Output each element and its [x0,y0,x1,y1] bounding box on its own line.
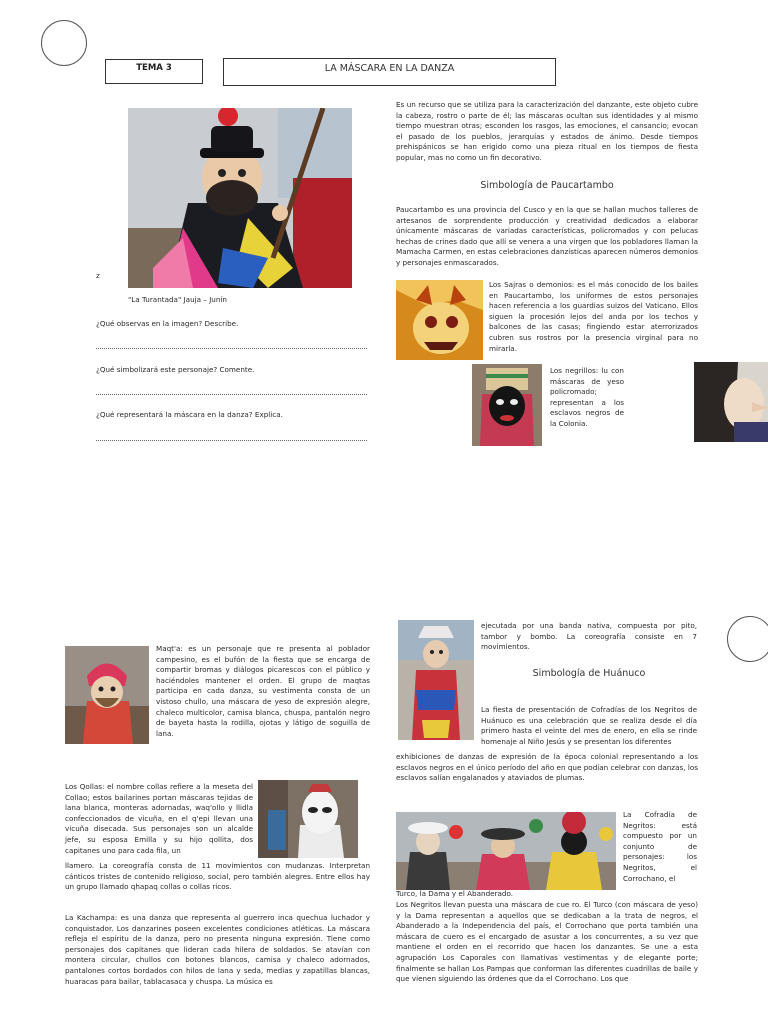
paucartambo-heading: Simbología de Paucartambo [480,180,614,191]
negritos-paragraph: Los Negritos llevan puesta una máscara de cue ro. El Turco (con máscara de yeso) y la Dama representan a aquellos que se dedicaban a la trata de negros, el Abanderado a la Independencia del país, el Corrochano que porta también una máscara de cuero es el encargado de asustar a los concurrentes, a su vez que mantiene el orden en el recorrido que hacen los danzantes. Se une a esta agrupación Los Caporales con llamativas vestimentas y de elegante porte; finalmente se hallan Los Pampas que conforman las diferentes cuadrillas de baile y que vienen siguiendo las órdenes que da el Corrochano. Los que [396,900,698,984]
binder-hole-top [41,20,87,66]
question-2: ¿Qué simbolizará este personaje? Comente. [96,365,255,374]
question-1: ¿Qué observas en la imagen? Describe. [96,319,239,328]
title-box [223,58,556,86]
answer-line-3[interactable] [96,440,367,441]
kachampa-paragraph: La Kachampa: es una danza que representa al guerrero inca quechua luchador y conquistador. Los danzarines poseen excelentes condiciones atléticas. La máscara refleja el espíritu de la danza, pero no presenta ninguna expresión. Tiene como personajes dos capitanes que lideran cada hilera de soldados. Se atavían con montera circular, chullos con botones blancos, camisa y chaleco adornados, pantalones cortos bordados con hilos de lana y seda, medias y zapatillas blancas, huaracas para bailar, tablacasaca y chuspa. La música es [65,913,370,986]
negritos-photo [396,812,616,890]
maqta-photo [65,646,149,744]
sajra-mask-photo [396,280,483,360]
paucartambo-paragraph: Paucartambo es una provincia del Cusco y en la que se hallan muchos talleres de artesanos de sorprendente producción y creatividad dedicados a elaborar únicamente máscaras de variadas características, policromados y con pelucas hechas de crines dado que allí se venera a una virgen que los pobladores llaman la Mamacha Carmen, en estas celebraciones danzísticas aparecen números demonios y personajes enmascarados. [396,205,698,267]
answer-line-2[interactable] [96,394,367,395]
turantada-caption: "La Turantada" Jauja – Junín [128,295,227,304]
qollas-paragraph-a: Los Qollas: el nombre collas refiere a la meseta del Collao; estos bailarines portan máscaras tejidas de lana blanca, monteras adornadas, waq'ollo y llidla confeccionados de vicuña, en el q'epi llevan una vicuña disecada. Sus personajes son un alcalde jefe, su esposa Emilla y su hijo qollita, dos capitanes uno para cada fila, un [65,782,253,855]
tema-label: TEMA 3 [136,63,172,73]
tema-box [105,59,203,84]
sajras-paragraph: Los Sajras o demonios: es el más conocido de los bailes en Paucartambo, los uniformes de estos personajes hacen referencia a los guardias suizos del Vaticano. Ellos siguen la procesión lejos del anda por los techos y balcones de las casas; fingiendo estar aterrorizados cubren sus rostros por la presencia virginal para no mirarla. [489,280,698,353]
binder-hole-right [727,616,768,662]
continuation-paragraph: ejecutada por una banda nativa, compuesta por pito, tambor y bombo. La coreografía consiste en 7 movimientos. [481,621,697,652]
negrillos-paragraph: Los negrillos: lu con máscaras de yeso policromado; representan a los esclavos negros de la Colonia. [550,366,624,428]
question-3: ¿Qué representará la máscara en la danza? Explica. [96,410,283,419]
qollas-paragraph-b: llamero. La coreografía consta de 11 movimientos con mudanzas. Interpretan cánticos tristes de contenido religioso, social, pero también alegres. Entre ellos hay un grupo llamado qhapaq collas o collas ricos. [65,861,370,892]
intro-paragraph: Es un recurso que se utiliza para la caracterización del danzante, este objeto cubre la cabeza, rostro o parte de él; las máscaras ocultan sus identidades y al mismo tiempo muestran otras; esconden los rasgos, las emociones, el cansancio; evocan el pasado de los pueblos, jerarquías y estados de ánimo. Desde tiempos prehispánicos se han erigido como una pieza ritual en los tiempos de fiesta popular, mas no como un fin decorativo. [396,100,698,162]
mask-photo-right-edge [694,362,768,442]
huanuco-dancer-photo [398,620,474,740]
turantada-photo [128,108,352,288]
cofradia-last-line: Turco, la Dama y el Abanderado. [396,889,514,898]
marker-z: z [96,271,100,280]
qolla-photo [258,780,358,858]
huanuco-paragraph-b: exhibiciones de danzas de expresión de la época colonial representando a los esclavos negros en el único período del año en que podían celebrar con danzas, los esclavos salían engalanados y ataviados de plumas. [396,752,698,783]
huanuco-heading: Simbología de Huánuco [532,668,646,679]
page-title: LA MÁSCARA EN LA DANZA [324,63,455,74]
cofradia-paragraph: La Cofradía de Negritos: está compuesto por un conjunto de personajes: los Negritos, el Corrochano, el [623,810,697,883]
huanuco-paragraph-a: La fiesta de presentación de Cofradías de los Negritos de Huánuco es una celebración que se realiza desde el día primero hasta el veinte del mes de enero, en ella se rinde homenaje al Niño Jesús y se presentan los diferentes [481,705,697,746]
negrillo-mask-photo [472,364,542,446]
answer-line-1[interactable] [96,348,367,349]
maqta-paragraph: Maqt'a: es un personaje que re presenta al poblador campesino, es el bufón de la fiesta que se encarga de compartir bromas y diálogos picarescos con el público y haciéndoles mantener el orden. El grupo de maqtas participa en cada danza, su vestimenta consta de un vistoso chullo, una máscara de yeso de expresión alegre, chaleco multicolor, camisa blanca, chuspa, pantalón negro de bayeta hasta la rodilla, ojotas y látigo de soguilla de lana. [156,644,370,738]
